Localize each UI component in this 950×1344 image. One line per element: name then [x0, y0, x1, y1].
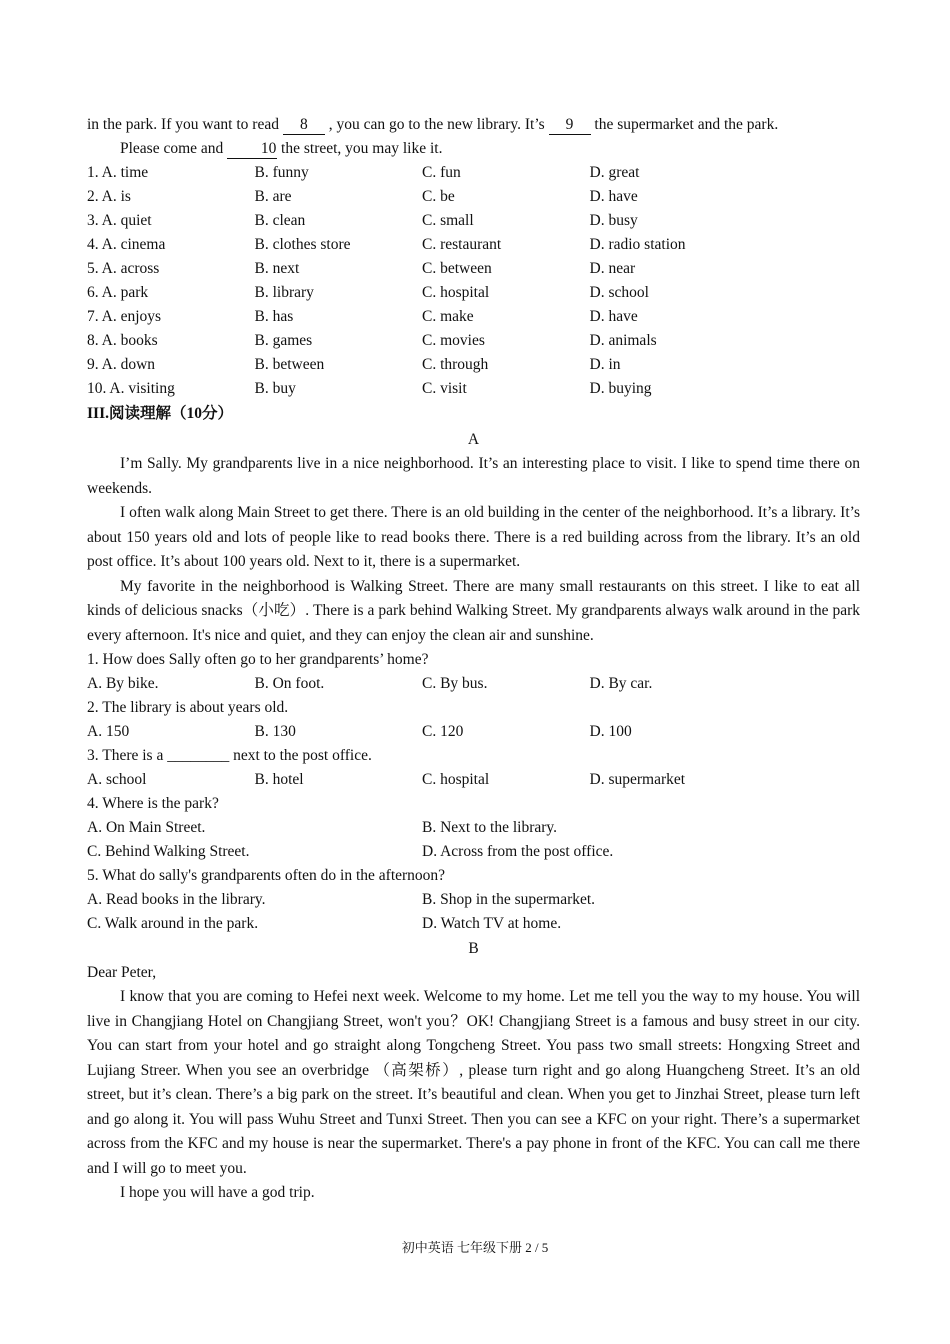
- option: D. animals: [589, 332, 657, 349]
- text: the street, you may like it.: [281, 140, 443, 157]
- option: 2. A. is: [87, 188, 131, 205]
- option: A. 150: [87, 723, 130, 740]
- option: C. By bus.: [422, 675, 488, 692]
- option: D. have: [589, 188, 638, 205]
- option: 9. A. down: [87, 356, 156, 373]
- option: 7. A. enjoys: [87, 308, 162, 325]
- option: D. Watch TV at home.: [422, 915, 562, 932]
- option: 5. A. across: [87, 260, 160, 277]
- passage-a-paragraph-1: I’m Sally. My grandparents live in a nice neighborhood. It’s an interesting place to visit. I like to spend time there on weekends.: [87, 455, 860, 497]
- option: B. buy: [254, 380, 296, 397]
- option-row: [87, 233, 860, 257]
- letter-closing: I hope you will have a god trip.: [120, 1184, 315, 1201]
- option: B. library: [254, 284, 314, 301]
- option-row: [87, 281, 860, 305]
- option: C. Walk around in the park.: [87, 915, 259, 932]
- option: B. funny: [254, 164, 309, 181]
- option: A. On Main Street.: [87, 819, 206, 836]
- question-3-options: [87, 768, 860, 792]
- text: the supermarket and the park.: [594, 116, 779, 133]
- cloze-tail-line-2: [87, 137, 860, 161]
- option: D. supermarket: [589, 771, 686, 788]
- option: 6. A. park: [87, 284, 149, 301]
- question-5-options-row-2: [87, 912, 860, 936]
- text: , you can go to the new library. It’s: [328, 116, 545, 133]
- option-row: [87, 185, 860, 209]
- option: 8. A. books: [87, 332, 158, 349]
- option: 10. A. visiting: [87, 380, 175, 397]
- cloze-tail-line-1: [87, 113, 860, 137]
- letter-body: I know that you are coming to Hefei next week. Welcome to my home. Let me tell you the way to my house. You will live in Changjiang Hotel on Changjiang Street, won't you？OK! Changjiang Street is a famous and busy street in our city. You can start from your hotel and go straight along Tongcheng Street. You pass two small streets: Hongxing Street and Lujiang Streer. When you see an overbridge （高架桥）, please turn right and go along Huangcheng Street. It’s an old street, but it’s clean. There’s a big park on the street. It’s beautiful and clean. When you get to Jinzhai Street, please turn left and go along it. You will pass Wuhu Street and Tunxi Street. Then you can see a KFC on your right. There’s a supermarket across from the KFC and my house is near the supermarket. There's a pay phone in front of the KFC. You can call me there and I will go to meet you.: [87, 988, 860, 1177]
- option: D. Across from the post office.: [422, 843, 614, 860]
- option: D. radio station: [589, 236, 686, 253]
- passage-a-paragraph-2: I often walk along Main Street to get there. There is an old building in the center of the neighborhood. It’s a library. It’s about 150 years old and lots of people like to read books there. There is a red building across from the library. It’s an old post office. It’s about 100 years old. Next to it, there is a supermarket.: [87, 504, 860, 570]
- letter-greeting: Dear Peter,: [87, 964, 157, 981]
- blank-8: 8: [283, 116, 325, 135]
- option: D. great: [589, 164, 640, 181]
- option: B. Next to the library.: [422, 819, 558, 836]
- question-3: 3. There is a ________ next to the post office.: [87, 747, 372, 764]
- option: D. By car.: [589, 675, 653, 692]
- option: A. By bike.: [87, 675, 159, 692]
- text: Please come and: [120, 140, 224, 157]
- passage-b-label: B: [468, 940, 479, 957]
- page-footer: 初中英语 七年级下册 2 / 5: [401, 1240, 549, 1255]
- option: B. 130: [254, 723, 296, 740]
- blank-9: 9: [549, 116, 591, 135]
- passage-a-paragraph-3: My favorite in the neighborhood is Walking Street. There are many small restaurants on this street. I like to eat all kinds of delicious snacks（小吃）. There is a park behind Walking Street. My grandparents always walk around in the park every afternoon. It's nice and quiet, and they can enjoy the clean air and sunshine.: [87, 577, 860, 644]
- option: B. clean: [254, 212, 306, 229]
- question-1: 1. How does Sally often go to her grandparents’ home?: [87, 651, 429, 668]
- option: B. hotel: [254, 771, 304, 788]
- text: in the park. If you want to read: [87, 116, 279, 133]
- question-2: 2. The library is about years old.: [87, 699, 289, 716]
- option: C. restaurant: [422, 236, 502, 253]
- question-2-options: [87, 720, 860, 744]
- option: C. small: [422, 212, 474, 229]
- option-row: [87, 329, 860, 353]
- option: 1. A. time: [87, 164, 149, 181]
- option: D. school: [589, 284, 649, 301]
- option: D. near: [589, 260, 636, 277]
- option: B. next: [254, 260, 300, 277]
- option: C. hospital: [422, 771, 490, 788]
- option: B. Shop in the supermarket.: [422, 891, 596, 908]
- option: C. between: [422, 260, 492, 277]
- question-4: 4. Where is the park?: [87, 795, 219, 812]
- option: B. On foot.: [254, 675, 325, 692]
- option: 3. A. quiet: [87, 212, 152, 229]
- option-row: [87, 209, 860, 233]
- option: A. Read books in the library.: [87, 891, 266, 908]
- question-4-options-row-2: [87, 840, 860, 864]
- option: C. 120: [422, 723, 464, 740]
- exam-page: [87, 113, 860, 1205]
- option: C. hospital: [422, 284, 490, 301]
- passage-a-label: A: [467, 431, 480, 448]
- option: D. in: [589, 356, 621, 373]
- option: C. through: [422, 356, 489, 373]
- option: B. are: [254, 188, 292, 205]
- option: C. visit: [422, 380, 467, 397]
- option: D. buying: [589, 380, 652, 397]
- option-row: [87, 161, 860, 185]
- blank-10: 10: [227, 140, 277, 159]
- section-title-reading: III.阅读理解（10分）: [87, 405, 233, 422]
- question-5: 5. What do sally's grandparents often do in the afternoon?: [87, 867, 446, 884]
- question-4-options-row-1: [87, 816, 860, 840]
- option: C. fun: [422, 164, 461, 181]
- option: D. 100: [589, 723, 632, 740]
- option: D. have: [589, 308, 638, 325]
- option: B. has: [254, 308, 294, 325]
- option: C. movies: [422, 332, 485, 349]
- question-1-options: [87, 672, 860, 696]
- question-5-options-row-1: [87, 888, 860, 912]
- option: B. between: [254, 356, 325, 373]
- option-row: [87, 257, 860, 281]
- option: B. games: [254, 332, 313, 349]
- option-row: [87, 353, 860, 377]
- option-row: [87, 377, 860, 401]
- option: C. be: [422, 188, 455, 205]
- option: D. busy: [589, 212, 638, 229]
- option: B. clothes store: [254, 236, 351, 253]
- option: A. school: [87, 771, 147, 788]
- option-row: [87, 305, 860, 329]
- option: C. Behind Walking Street.: [87, 843, 250, 860]
- option: 4. A. cinema: [87, 236, 166, 253]
- cloze-options: [87, 161, 860, 401]
- option: C. make: [422, 308, 474, 325]
